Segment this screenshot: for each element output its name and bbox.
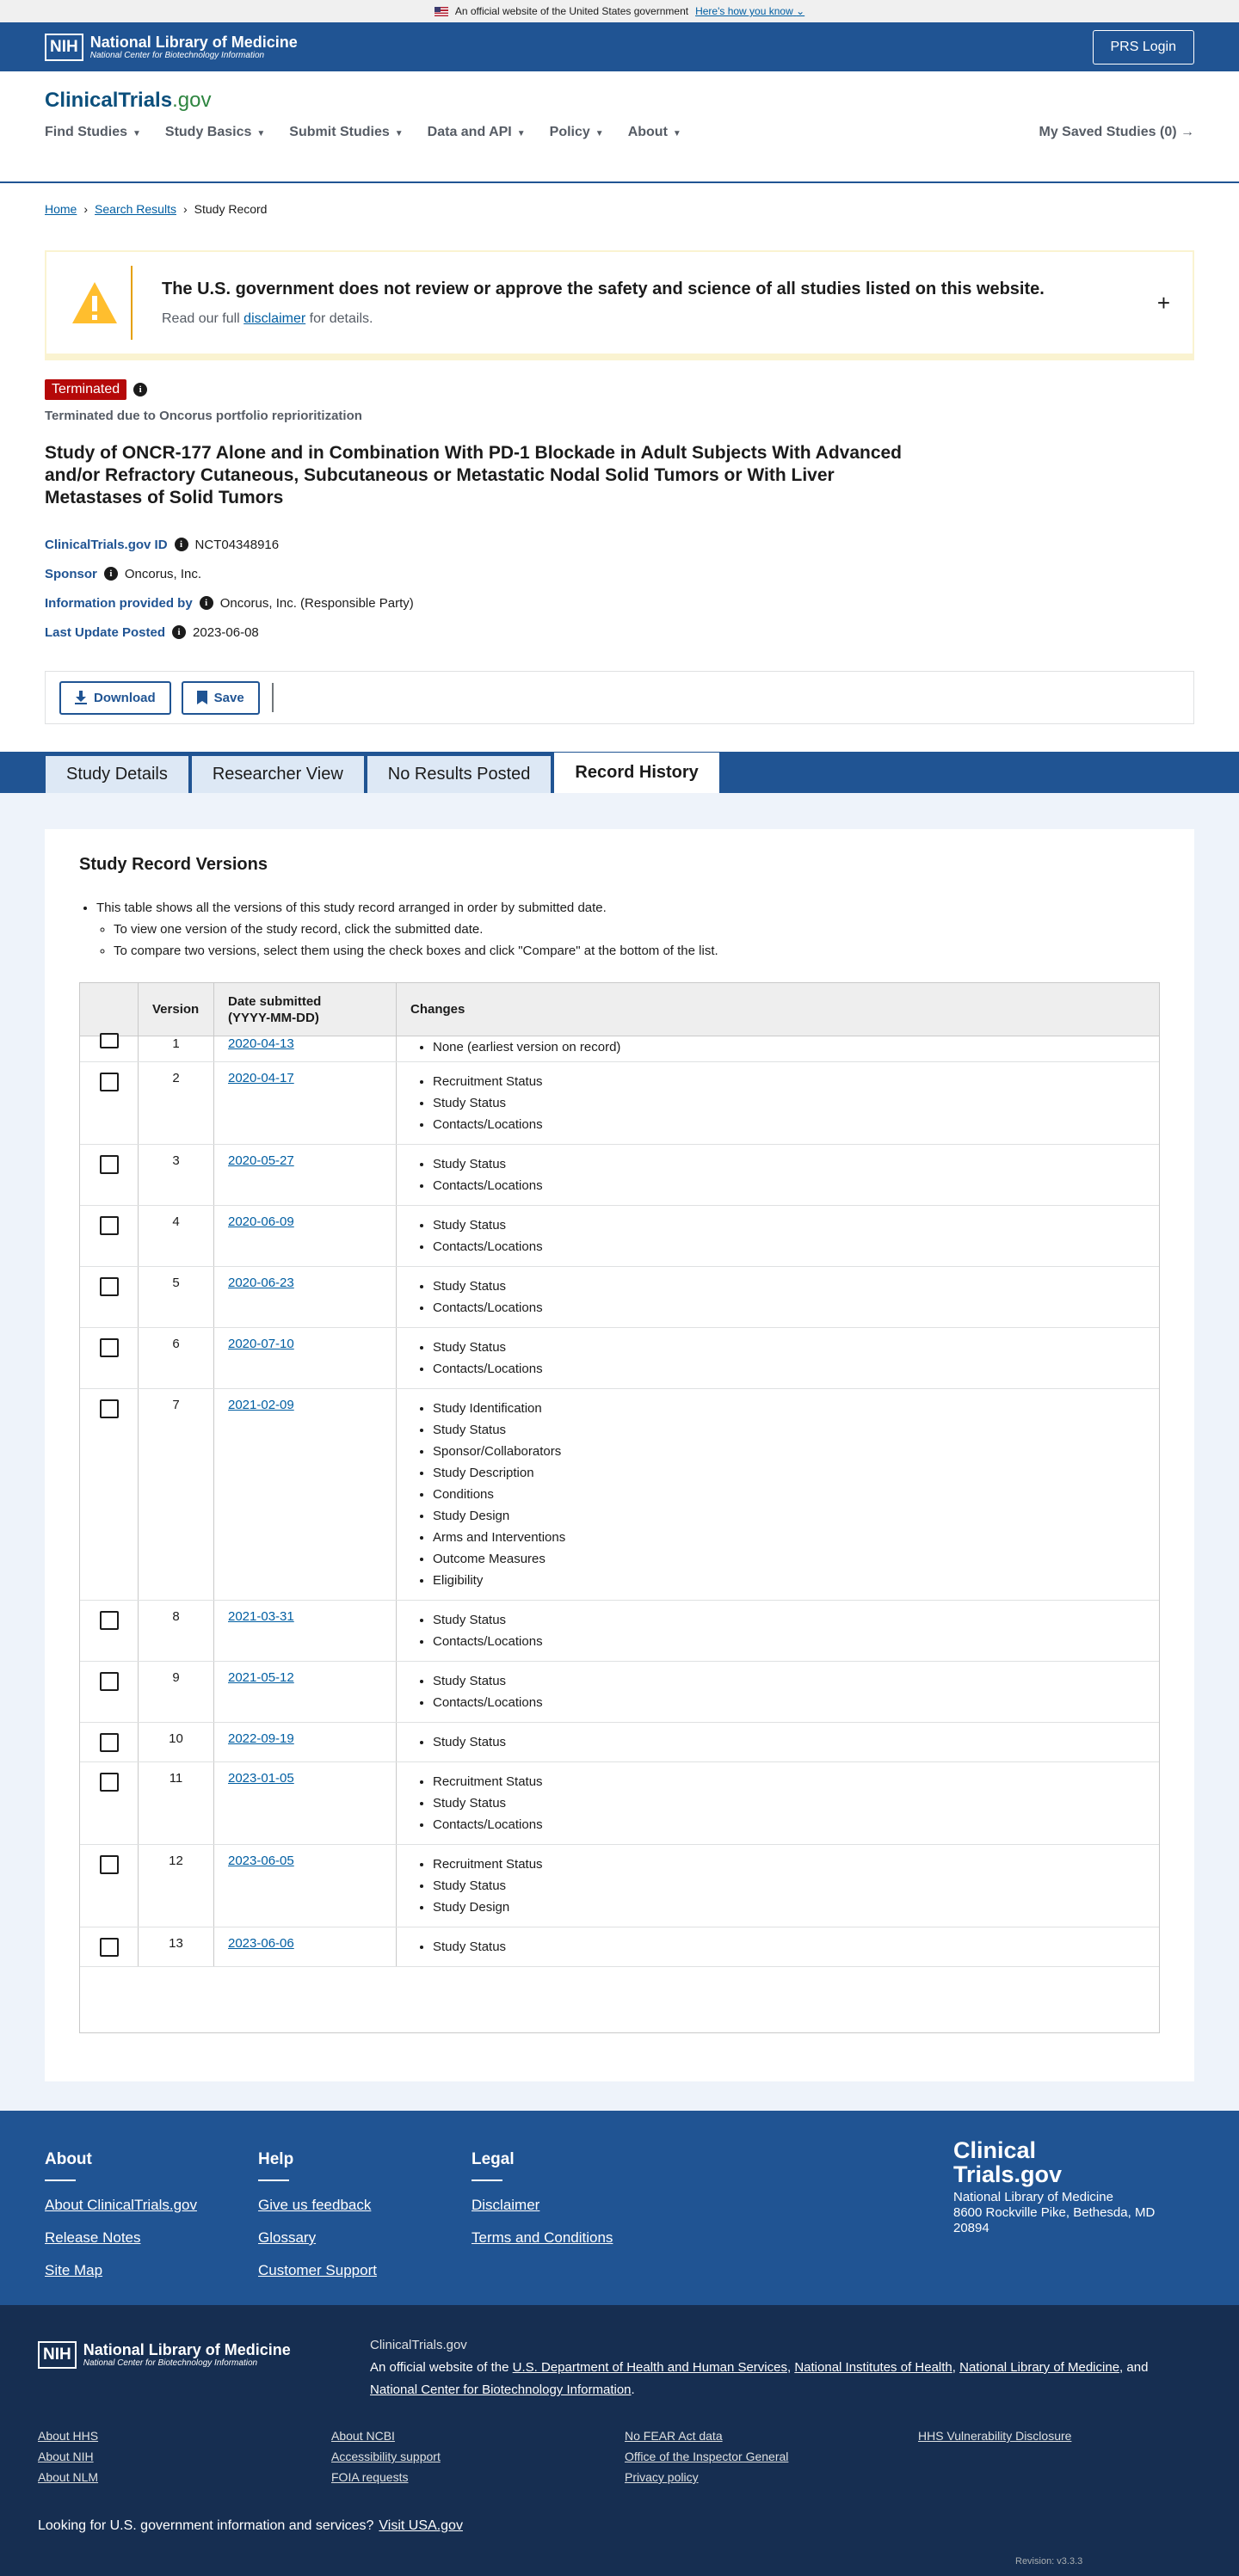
select-cell (80, 1389, 139, 1600)
version-date-link[interactable]: 2020-06-23 (228, 1276, 294, 1290)
changes-cell (397, 1328, 1159, 1388)
disclaimer-heading: The U.S. government does not review or approve the safety and science of all studies listed on this website. (162, 279, 1045, 298)
nlm-footer-link[interactable]: About HHS (38, 2429, 99, 2443)
nlm-footer-link[interactable]: Privacy policy (625, 2470, 699, 2484)
change-item: • Study Status (433, 1276, 1159, 1297)
disclaimer-link[interactable]: disclaimer (243, 310, 306, 326)
change-item: • Study Description (433, 1462, 1159, 1484)
version-checkbox[interactable] (100, 1672, 119, 1691)
chevron-down-icon: ▼ (516, 129, 526, 138)
footer-address-line: 8600 Rockville Pike, Bethesda, MD (953, 2205, 1156, 2220)
footer-link[interactable]: Customer Support (258, 2262, 377, 2278)
date-cell (214, 1267, 397, 1327)
change-item: • Study Status (433, 1670, 1159, 1692)
date-cell (214, 1036, 397, 1061)
nav-data-and-api[interactable]: Data and API ▼ (427, 125, 526, 139)
version-number: 7 (139, 1389, 214, 1600)
date-cell (214, 1845, 397, 1927)
version-date-link[interactable]: 2020-04-17 (228, 1071, 294, 1085)
version-number: 5 (139, 1267, 214, 1327)
nlm-footer-link[interactable]: HHS Vulnerability Disclosure (918, 2429, 1072, 2443)
nih-logo[interactable] (45, 34, 298, 61)
official-website-text: ClinicalTrials.gov An official website of the U.S. Department of Health and Human Services, National Institutes of Health, National Library of Medicine, and National Center for Biotechnology Information. (370, 2334, 1196, 2401)
record-history-section (0, 793, 1239, 2111)
changes-cell (397, 1036, 1159, 1061)
nlm-footer-link[interactable]: No FEAR Act data (625, 2429, 723, 2443)
ncbi-subtitle: National Center for Biotechnology Information (83, 2358, 258, 2368)
tab-researcher-view[interactable]: Researcher View (191, 755, 365, 793)
empty-cell (918, 2450, 1211, 2463)
status-row (45, 379, 1194, 400)
select-cell (80, 1601, 139, 1661)
select-cell (80, 1206, 139, 1266)
nlm-title: National Library of Medicine (83, 2341, 291, 2358)
table-row (80, 1662, 1159, 1723)
versions-table (79, 982, 1160, 2033)
version-date-link[interactable]: 2023-06-05 (228, 1854, 294, 1868)
select-cell (80, 1723, 139, 1761)
table-row (80, 1206, 1159, 1267)
select-cell (80, 1145, 139, 1205)
footer-link[interactable]: Give us feedback (258, 2197, 372, 2213)
footer-org: National Library of Medicine (953, 2190, 1113, 2204)
hhs-link[interactable]: U.S. Department of Health and Human Services (512, 2360, 787, 2375)
tab-record-history[interactable]: Record History (553, 752, 719, 793)
version-checkbox[interactable] (100, 1611, 119, 1630)
history-note: ◦ To compare two versions, select them using the check boxes and click "Compare" at the bottom of the list. (114, 940, 1160, 962)
change-item: • Sponsor/Collaborators (433, 1441, 1159, 1462)
footer-logo[interactable]: Clinical Trials.gov (953, 2137, 1063, 2187)
version-checkbox[interactable] (100, 1399, 119, 1418)
info-icon[interactable]: i (172, 625, 186, 639)
provided-by-label: Information provided by (45, 595, 193, 611)
change-item: • Study Status (433, 1419, 1159, 1441)
change-item: • Outcome Measures (433, 1548, 1159, 1570)
disclaimer-alert (45, 250, 1194, 360)
nlm-footer-link[interactable]: About NIH (38, 2450, 94, 2463)
breadcrumb-search-results[interactable]: Search Results (95, 202, 176, 216)
study-title: Study of ONCR-177 Alone and in Combination With PD-1 Blockade in Adult Subjects With Advanced and/or Refractory Cutaneous, Subcutaneous or Metastatic Nodal Solid Tumors or With Liver Metastases of Solid Tumors (45, 443, 903, 507)
version-checkbox[interactable] (100, 1338, 119, 1357)
changes-cell (397, 1927, 1159, 1966)
nav-study-basics[interactable]: Study Basics ▼ (164, 125, 266, 139)
footer-legal-heading: Legal (472, 2150, 613, 2181)
nav-find-studies[interactable]: Find Studies ▼ (45, 125, 141, 139)
gov-banner-text: An official website of the United States government (454, 5, 689, 17)
us-flag-icon (435, 7, 448, 16)
change-item: • Eligibility (433, 1570, 1159, 1591)
change-item: • Contacts/Locations (433, 1175, 1159, 1196)
table-row (80, 1145, 1159, 1206)
study-id-value: NCT04348916 (194, 537, 280, 552)
changes-cell (397, 1723, 1159, 1761)
change-item: • Contacts/Locations (433, 1631, 1159, 1652)
arrow-right-icon: → (1180, 125, 1194, 139)
termination-reason: Terminated due to Oncorus portfolio reprioritization (45, 409, 362, 423)
change-item: • Study Status (433, 1792, 1159, 1814)
select-column-header (80, 983, 139, 1036)
changes-cell (397, 1389, 1159, 1600)
my-saved-studies-link[interactable]: My Saved Studies (0) → (1039, 125, 1194, 139)
footer-help-heading: Help (258, 2150, 377, 2181)
version-checkbox[interactable] (100, 1733, 119, 1752)
chevron-down-icon: ▼ (672, 129, 681, 138)
version-checkbox[interactable] (100, 1938, 119, 1957)
date-cell (214, 1145, 397, 1205)
select-cell (80, 1762, 139, 1844)
version-column-header: Version (139, 983, 214, 1036)
version-checkbox[interactable] (100, 1033, 119, 1048)
history-card (45, 829, 1194, 2081)
change-item: • Contacts/Locations (433, 1114, 1159, 1135)
table-row (80, 1601, 1159, 1662)
version-checkbox[interactable] (100, 1073, 119, 1091)
change-item: • Contacts/Locations (433, 1236, 1159, 1257)
sponsor-label: Sponsor (45, 566, 97, 581)
change-item: • Recruitment Status (433, 1854, 1159, 1875)
chevron-right-icon: › (182, 202, 188, 216)
version-date-link[interactable]: 2022-09-19 (228, 1731, 294, 1746)
changes-cell (397, 1662, 1159, 1722)
select-cell (80, 1328, 139, 1388)
nih-logo-mark: NIH (38, 2341, 77, 2369)
bookmark-icon (197, 691, 207, 704)
select-cell (80, 1845, 139, 1927)
versions-table-header (80, 983, 1159, 1036)
nlm-footer-logo[interactable] (38, 2341, 291, 2369)
footer-link[interactable]: Glossary (258, 2229, 317, 2246)
nav-policy[interactable]: Policy ▼ (549, 125, 604, 139)
nlm-links (38, 2429, 1211, 2484)
version-number: 3 (139, 1145, 214, 1205)
version-date-link[interactable]: 2020-04-13 (228, 1036, 294, 1051)
table-row (80, 1723, 1159, 1762)
nlm-footer-link[interactable]: Accessibility support (331, 2450, 441, 2463)
change-item: • Arms and Interventions (433, 1527, 1159, 1548)
select-cell (80, 1927, 139, 1966)
date-cell (214, 1723, 397, 1761)
version-date-link[interactable]: 2021-02-09 (228, 1398, 294, 1412)
version-checkbox[interactable] (100, 1216, 119, 1235)
version-number: 6 (139, 1328, 214, 1388)
version-number: 11 (139, 1762, 214, 1844)
footer-link[interactable]: About ClinicalTrials.gov (45, 2197, 197, 2213)
nih-header (0, 22, 1239, 71)
version-date-link[interactable]: 2023-01-05 (228, 1771, 294, 1786)
nlm-footer-link[interactable]: About NCBI (331, 2429, 395, 2443)
chevron-down-icon: ▼ (133, 129, 141, 138)
changes-column-header: Changes (410, 1002, 465, 1017)
history-note: • This table shows all the versions of this study record arranged in order by submitted date. (96, 897, 1160, 919)
change-item: • Conditions (433, 1484, 1159, 1505)
tab-study-details[interactable]: Study Details (45, 755, 189, 793)
nlm-footer-link[interactable]: Office of the Inspector General (625, 2450, 789, 2463)
nih-link[interactable]: National Institutes of Health (794, 2360, 952, 2375)
breadcrumb-current: Study Record (194, 202, 268, 216)
change-item: • Study Status (433, 1875, 1159, 1897)
study-id-label: ClinicalTrials.gov ID (45, 537, 168, 552)
study-tabs (0, 752, 1239, 793)
footer-about (45, 2150, 197, 2279)
version-number: 1 (139, 1036, 214, 1061)
change-item: • Study Status (433, 1214, 1159, 1236)
version-date-link[interactable]: 2020-07-10 (228, 1337, 294, 1351)
change-item: • Recruitment Status (433, 1771, 1159, 1792)
footer-legal (472, 2150, 613, 2247)
site-footer (0, 2111, 1239, 2305)
nav-submit-studies[interactable]: Submit Studies ▼ (289, 125, 404, 139)
changes-cell (397, 1145, 1159, 1205)
change-item: • Study Status (433, 1936, 1159, 1958)
main-nav (45, 125, 681, 140)
clinicaltrials-logo[interactable]: ClinicalTrials.gov (45, 89, 212, 112)
ncbi-subtitle: National Center for Biotechnology Information (89, 50, 265, 60)
select-cell (80, 1062, 139, 1144)
date-cell (214, 1328, 397, 1388)
disclaimer-pre: Read our full (162, 310, 240, 326)
history-notes (79, 897, 1160, 962)
select-cell (80, 1267, 139, 1327)
version-number: 9 (139, 1662, 214, 1722)
version-number: 8 (139, 1601, 214, 1661)
gov-banner (0, 0, 1239, 22)
version-checkbox[interactable] (100, 1155, 119, 1174)
version-number: 10 (139, 1723, 214, 1761)
sponsor-value: Oncorus, Inc. (124, 566, 202, 581)
version-number: 13 (139, 1927, 214, 1966)
table-empty-space (80, 1967, 1159, 2032)
table-row (80, 1267, 1159, 1328)
change-item: • Recruitment Status (433, 1071, 1159, 1092)
select-cell (80, 1662, 139, 1722)
status-badge: Terminated (45, 379, 126, 400)
version-date-link[interactable]: 2021-03-31 (228, 1609, 294, 1624)
footer-link[interactable]: Release Notes (45, 2229, 141, 2246)
chevron-right-icon: › (83, 202, 89, 216)
download-button[interactable]: Download (59, 681, 171, 715)
date-cell (214, 1662, 397, 1722)
footer-link[interactable]: Site Map (45, 2262, 103, 2278)
date-cell (214, 1927, 397, 1966)
select-cell (80, 1036, 139, 1061)
usa-gov-link[interactable]: Visit USA.gov (379, 2518, 463, 2533)
breadcrumb-home[interactable]: Home (45, 202, 77, 216)
version-number: 12 (139, 1845, 214, 1927)
version-date-link[interactable]: 2021-05-12 (228, 1670, 294, 1685)
changes-cell (397, 1062, 1159, 1144)
changes-cell (397, 1267, 1159, 1327)
version-number: 4 (139, 1206, 214, 1266)
nlm-link[interactable]: National Library of Medicine (959, 2360, 1120, 2375)
info-icon[interactable]: i (104, 567, 118, 581)
heres-how-link[interactable]: Here's how you know ⌄ (695, 5, 805, 17)
nlm-footer-link[interactable]: FOIA requests (331, 2470, 409, 2484)
version-date-link[interactable]: 2020-06-09 (228, 1214, 294, 1229)
footer-about-heading: About (45, 2150, 197, 2181)
footer-address (953, 2138, 1155, 2236)
change-item: • Contacts/Locations (433, 1692, 1159, 1713)
table-row (80, 1927, 1159, 1967)
chevron-down-icon: ▼ (595, 129, 604, 138)
nav-about[interactable]: About ▼ (627, 125, 681, 139)
nlm-site-name: ClinicalTrials.gov (370, 2338, 467, 2352)
changes-cell (397, 1845, 1159, 1927)
changes-cell (397, 1601, 1159, 1661)
date-cell (214, 1062, 397, 1144)
last-update-label: Last Update Posted (45, 624, 166, 640)
site-header (0, 71, 1239, 183)
tab-no-results-posted[interactable]: No Results Posted (367, 755, 552, 793)
info-icon[interactable]: i (133, 383, 147, 397)
changes-cell (397, 1206, 1159, 1266)
change-item: • Study Identification (433, 1398, 1159, 1419)
footer-help (258, 2150, 377, 2279)
change-item: • Study Design (433, 1897, 1159, 1918)
change-item: • Study Status (433, 1153, 1159, 1175)
footer-link[interactable]: Disclaimer (472, 2197, 540, 2213)
table-row (80, 1062, 1159, 1145)
footer-address-line: 20894 (953, 2221, 989, 2235)
change-item: • Study Design (433, 1505, 1159, 1527)
date-cell (214, 1206, 397, 1266)
actions-divider (272, 683, 274, 712)
revision-text: Revision: v3.3.3 (1015, 2556, 1083, 2567)
table-row (80, 1389, 1159, 1601)
date-cell (214, 1601, 397, 1661)
nlm-footer (0, 2305, 1239, 2576)
table-row (80, 1845, 1159, 1927)
info-icon[interactable]: i (200, 596, 213, 610)
table-row (80, 1328, 1159, 1389)
disclaimer-post: for details. (309, 310, 373, 326)
table-row (80, 1762, 1159, 1845)
version-checkbox[interactable] (100, 1277, 119, 1296)
history-note: ◦ To view one version of the study record, click the submitted date. (114, 919, 1160, 940)
date-cell (214, 1389, 397, 1600)
version-checkbox[interactable] (100, 1773, 119, 1792)
last-update-value: 2023-06-08 (193, 624, 259, 640)
change-item: • None (earliest version on record) (433, 1036, 1159, 1058)
usa-gov-line: Looking for U.S. government information and services? Visit USA.gov (38, 2518, 463, 2533)
change-item: • Contacts/Locations (433, 1358, 1159, 1380)
chevron-down-icon: ▼ (256, 129, 266, 138)
chevron-down-icon: ▼ (394, 129, 404, 138)
expand-plus-icon[interactable]: + (1156, 290, 1170, 316)
history-heading: Study Record Versions (79, 855, 268, 874)
change-item: • Study Status (433, 1092, 1159, 1114)
version-checkbox[interactable] (100, 1855, 119, 1874)
download-icon (75, 691, 87, 704)
nih-logo-mark: NIH (45, 34, 83, 61)
changes-cell (397, 1762, 1159, 1844)
nlm-footer-link[interactable]: About NLM (38, 2470, 99, 2484)
footer-link[interactable]: Terms and Conditions (472, 2229, 613, 2246)
warning-icon (71, 279, 119, 327)
table-row (80, 1036, 1159, 1062)
study-actions (45, 671, 1194, 724)
change-item: • Study Status (433, 1337, 1159, 1358)
study-meta (45, 530, 1194, 647)
change-item: • Contacts/Locations (433, 1814, 1159, 1835)
version-date-link[interactable]: 2020-05-27 (228, 1153, 294, 1168)
nlm-title: National Library of Medicine (89, 33, 298, 51)
breadcrumb (45, 202, 1194, 216)
chevron-down-icon: ⌄ (796, 5, 805, 17)
change-item: • Contacts/Locations (433, 1297, 1159, 1319)
version-date-link[interactable]: 2023-06-06 (228, 1936, 294, 1951)
change-item: • Study Status (433, 1609, 1159, 1631)
alert-divider (131, 266, 133, 340)
change-item: • Study Status (433, 1731, 1159, 1753)
versions-table-body (80, 1036, 1159, 1967)
date-column-header: Date submitted (YYYY-MM-DD) (214, 983, 397, 1036)
version-number: 2 (139, 1062, 214, 1144)
provided-by-value: Oncorus, Inc. (Responsible Party) (219, 595, 414, 611)
date-cell (214, 1762, 397, 1844)
ncbi-link[interactable]: National Center for Biotechnology Information (370, 2382, 632, 2397)
prs-login-button[interactable]: PRS Login (1093, 30, 1195, 65)
save-button[interactable]: Save (182, 681, 260, 715)
info-icon[interactable]: i (175, 538, 188, 551)
